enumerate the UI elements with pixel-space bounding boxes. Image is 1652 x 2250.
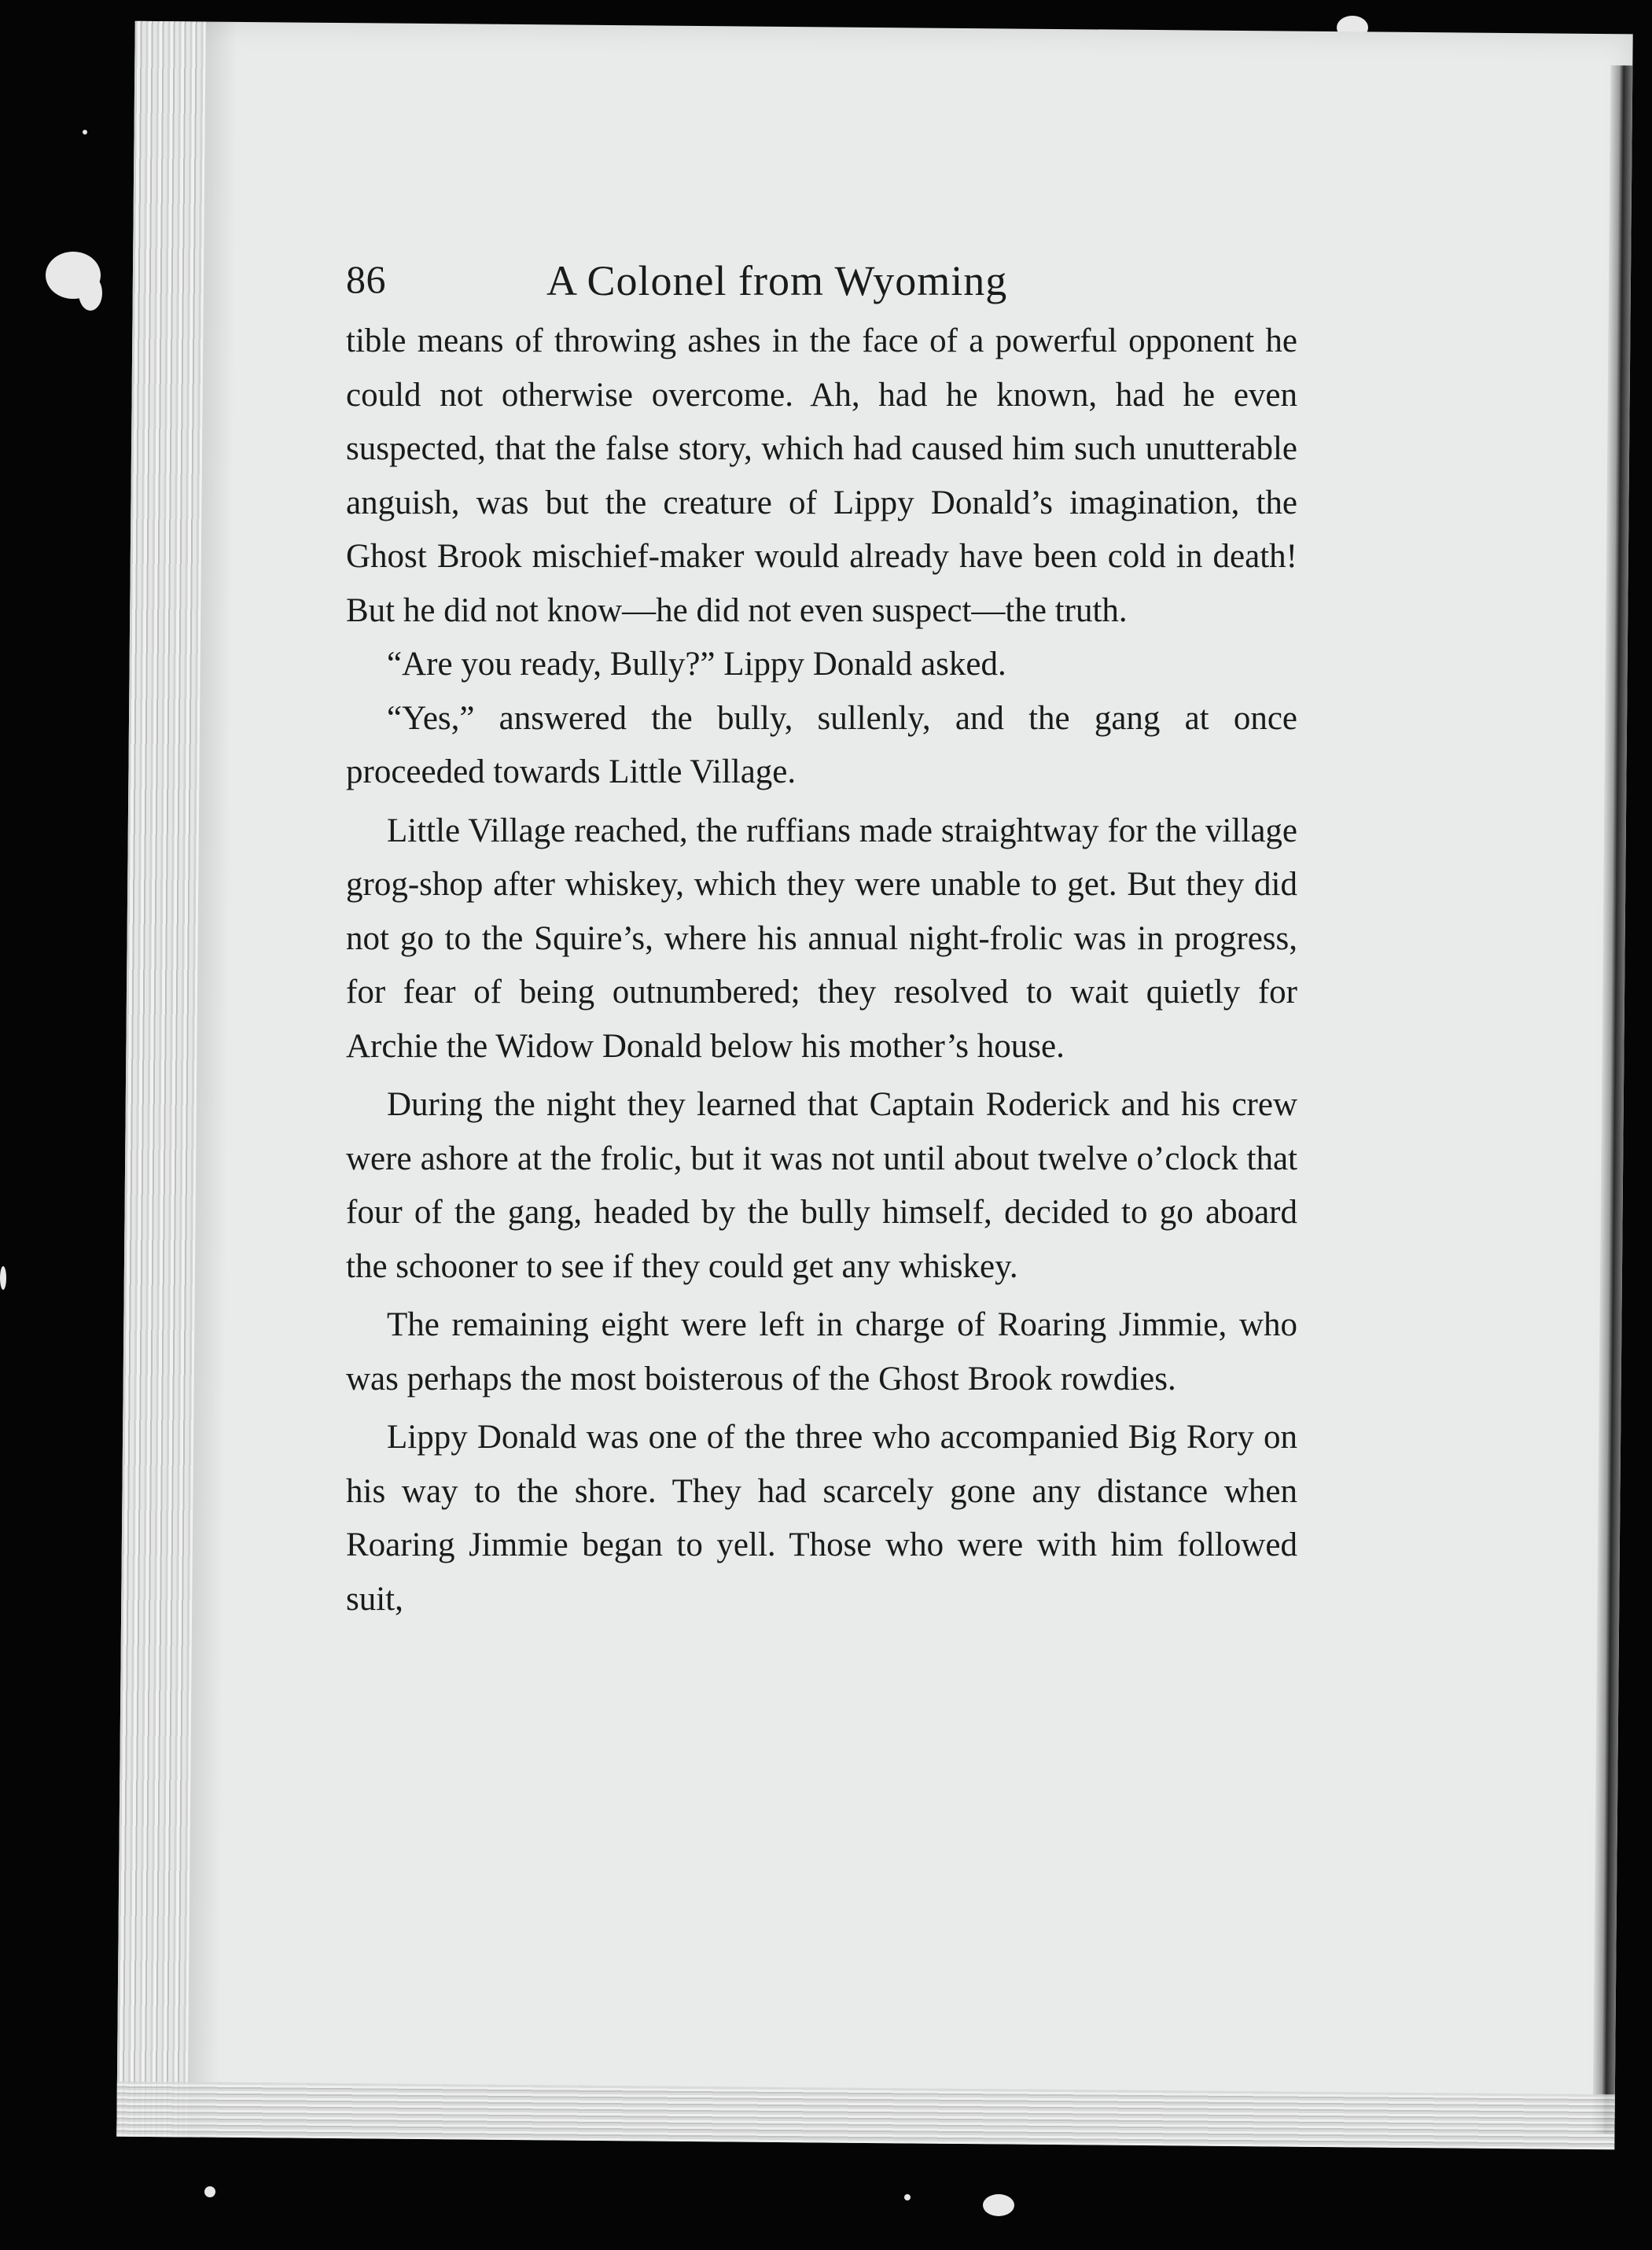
- running-head: [346, 228, 1297, 315]
- book-title: A Colonel from Wyoming: [546, 257, 1008, 304]
- background-speck: [983, 2194, 1014, 2216]
- page-content: [346, 228, 1297, 1626]
- body-text: [346, 315, 1297, 1626]
- paragraph: The remaining eight were left in charge of Roaring Jimmie, who was perhaps the most boisterous of the Ghost Brook rowdies.: [346, 1306, 1297, 1398]
- background-speck: [83, 130, 87, 134]
- page-edges-bottom: [116, 2082, 1615, 2150]
- background-speck: [904, 2194, 911, 2200]
- background-speck: [79, 275, 102, 311]
- paragraph: “Yes,” answered the bully, sullenly, and the gang at once proceeded towards Little Village.: [346, 699, 1297, 790]
- paragraph: “Are you ready, Bully?” Lippy Donald asked.: [387, 646, 1006, 683]
- paragraph: During the night they learned that Captain Roderick and his crew were ashore at the frolic, but it was not until about twelve o’clock that four of the gang, headed by the bully himself, decided to go aboard the schooner to see if they could get any whiskey.: [346, 1086, 1297, 1285]
- background-speck: [204, 2186, 215, 2197]
- page-edge-right: [1592, 65, 1632, 2134]
- background-speck: [0, 1266, 6, 1290]
- page-number: 86: [346, 257, 386, 301]
- paragraph: Little Village reached, the ruffians made straightway for the village grog-shop after whiskey, which they were unable to get. But they did not go to the Squire’s, where his annual night-frolic was in progress, for fear of being outnumbered; they resolved to wait quietly for Archie the Widow Donald below his mother’s house.: [346, 812, 1297, 1065]
- paragraph: Lippy Donald was one of the three who accompanied Big Rory on his way to the shore. They had scarcely gone any distance when Roaring Jimmie began to yell. Those who were with him followed suit,: [346, 1419, 1297, 1618]
- paragraph: tible means of throwing ashes in the face of a powerful opponent he could not otherwise overcome. Ah, had he known, had he even suspected, that the false story, which had caused him such unutterable anguish, was but the creature of Lippy Donald’s imagination, the Ghost Brook mischief-maker would already have been cold in death! But he did not know—he did not even suspect—the truth.: [346, 322, 1297, 629]
